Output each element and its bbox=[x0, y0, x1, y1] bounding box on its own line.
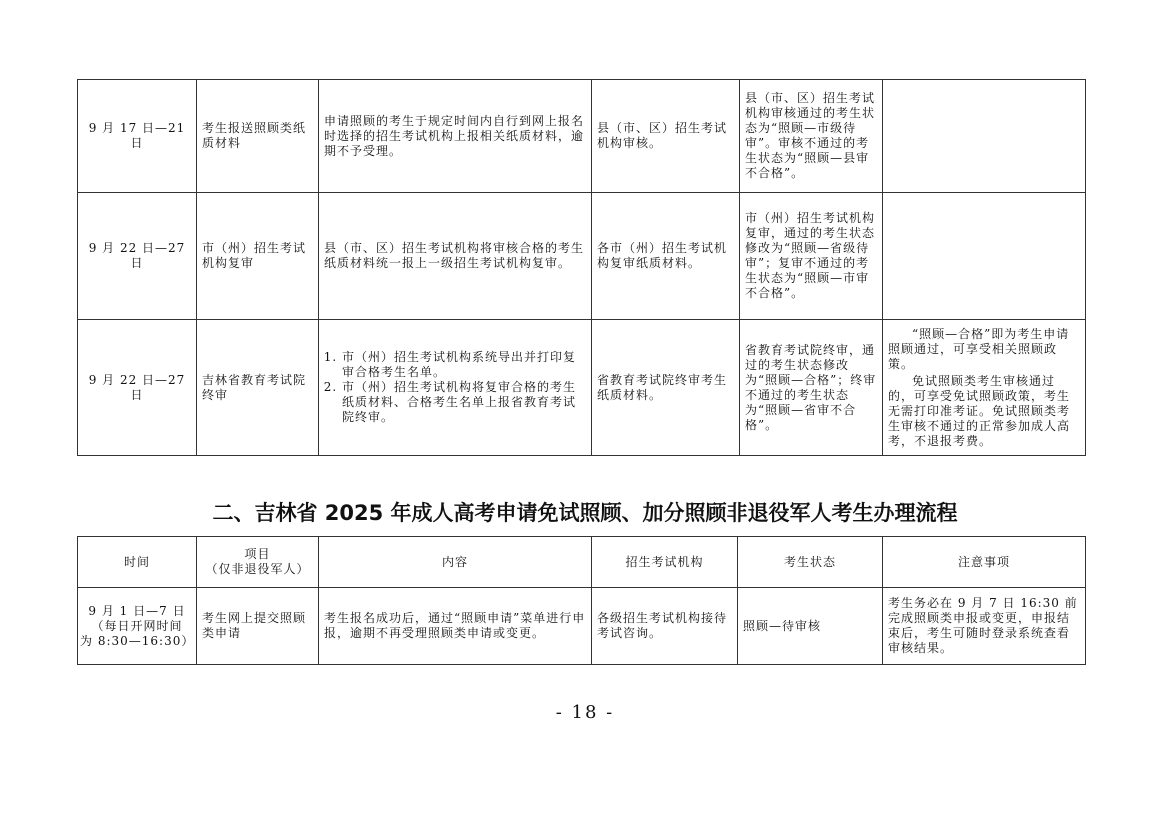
agency-cell: 县（市、区）招生考试机构审核。 bbox=[592, 80, 740, 193]
notes-cell bbox=[883, 193, 1086, 320]
agency-cell: 各市（州）招生考试机构复审纸质材料。 bbox=[592, 193, 740, 320]
process-table-continued bbox=[77, 79, 1086, 456]
agency-cell: 各级招生考试机构接待考试咨询。 bbox=[592, 588, 738, 665]
list-item: 1. 市（州）招生考试机构系统导出并打印复审合格考生名单。 bbox=[342, 350, 586, 380]
time-line: 为 8:30—16:30） bbox=[80, 633, 195, 648]
header-content: 内容 bbox=[319, 537, 592, 588]
agency-cell: 省教育考试院终审考生纸质材料。 bbox=[592, 320, 740, 456]
notes-cell bbox=[883, 320, 1086, 456]
time-cell: 9 月 22 日—27 日 bbox=[78, 320, 197, 456]
header-item bbox=[197, 537, 319, 588]
header-item-line2: （仅非退役军人） bbox=[205, 562, 310, 576]
header-notes: 注意事项 bbox=[883, 537, 1086, 588]
table-row bbox=[78, 588, 1086, 665]
list-item: 2. 市（州）招生考试机构将复审合格的考生纸质材料、合格考生名单上报省教育考试院终审。 bbox=[342, 380, 586, 425]
time-cell bbox=[78, 588, 197, 665]
notes-cell: 考生务必在 9 月 7 日 16:30 前完成照顾类申报或变更，申报结束后，考生可随时登录系统查看审核结果。 bbox=[883, 588, 1086, 665]
content-cell bbox=[319, 320, 592, 456]
status-cell: 市（州）招生考试机构复审，通过的考生状态修改为“照顾—省级待审”；复审不通过的考生状态为“照顾—市审不合格”。 bbox=[740, 193, 883, 320]
time-line: （每日开网时间 bbox=[91, 618, 183, 633]
table-row bbox=[78, 193, 1086, 320]
table-row bbox=[78, 80, 1086, 193]
header-agency: 招生考试机构 bbox=[592, 537, 738, 588]
item-cell: 考生网上提交照顾类申请 bbox=[197, 588, 319, 665]
content-cell: 县（市、区）招生考试机构将审核合格的考生纸质材料统一报上一级招生考试机构复审。 bbox=[319, 193, 592, 320]
notes-cell bbox=[883, 80, 1086, 193]
notes-paragraph: 免试照顾类考生审核通过的，可享受免试照顾政策，考生无需打印准考证。免试照顾类考生审核不通过的正常参加成人高考，不退报考费。 bbox=[888, 373, 1071, 448]
content-list bbox=[324, 350, 586, 425]
header-time: 时间 bbox=[78, 537, 197, 588]
status-cell: 照顾—待审核 bbox=[738, 588, 883, 665]
header-item-line1: 项目 bbox=[244, 547, 271, 561]
time-cell: 9 月 22 日—27 日 bbox=[78, 193, 197, 320]
item-cell: 考生报送照顾类纸质材料 bbox=[197, 80, 319, 193]
time-line: 9 月 1 日—7 日 bbox=[88, 603, 186, 618]
item-cell: 吉林省教育考试院终审 bbox=[197, 320, 319, 456]
content-cell: 考生报名成功后，通过“照顾申请”菜单进行申报，逾期不再受理照顾类申请或变更。 bbox=[319, 588, 592, 665]
status-cell: 县（市、区）招生考试机构审核通过的考生状态为“照顾—市级待审”。审核不通过的考生状态为“照顾—县审不合格”。 bbox=[740, 80, 883, 193]
section-title: 二、吉林省 2025 年成人高考申请免试照顾、加分照顾非退役军人考生办理流程 bbox=[212, 501, 958, 525]
table-header-row bbox=[78, 537, 1086, 588]
time-cell: 9 月 17 日—21 日 bbox=[78, 80, 197, 193]
item-cell: 市（州）招生考试机构复审 bbox=[197, 193, 319, 320]
process-table bbox=[77, 536, 1086, 665]
content-cell: 申请照顾的考生于规定时间内自行到网上报名时选择的招生考试机构上报相关纸质材料，逾期不予受理。 bbox=[319, 80, 592, 193]
header-status: 考生状态 bbox=[738, 537, 883, 588]
table-row bbox=[78, 320, 1086, 456]
notes-paragraph: “照顾—合格”即为考生申请照顾通过，可享受相关照顾政策。 bbox=[888, 326, 1070, 371]
page-number: - 18 - bbox=[555, 702, 615, 723]
status-cell: 省教育考试院终审，通过的考生状态修改为“照顾—合格”；终审不通过的考生状态为“照顾—省审不合格”。 bbox=[740, 320, 883, 456]
